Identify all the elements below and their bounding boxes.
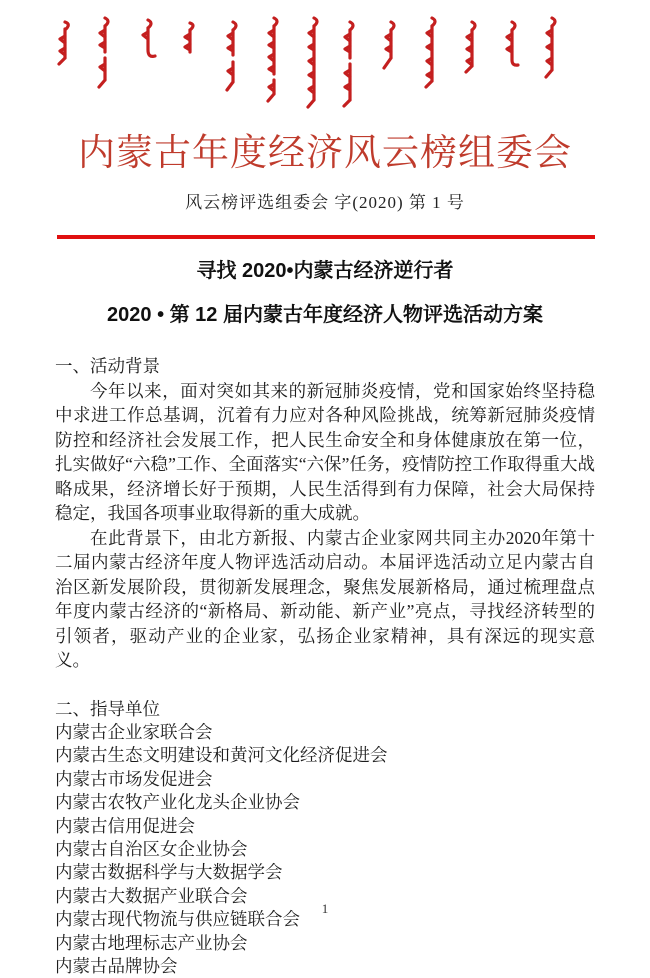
mongolian-word — [507, 22, 518, 65]
list-item: 内蒙古现代物流与供应链联合会 — [55, 909, 300, 930]
doc-title-line1: 寻找 2020•内蒙古经济逆行者 — [196, 260, 454, 282]
mongolian-word — [308, 18, 317, 107]
section1-paragraph-1: 今年以来，面对突如其来的新冠肺炎疫情，党和国家始终坚持稳中求进工作总基调，沉着有力应对各种风险挑战，统筹新冠肺炎疫情防控和经济社会发展工作，把人民生命安全和身体健康放在第一位，扎实做好“六稳”工作、全面落实“六保”任务，疫情防控工作取得重大战略成果，经济增长好于预期，人民生活得到有力保障，社会大局保持稳定，我国各项事业取得新的重大成就。 — [55, 380, 595, 523]
mongolian-word — [59, 22, 68, 64]
document-body — [0, 327, 650, 978]
doc-title-line2: 2020 • 第 12 届内蒙古年度经济人物评选活动方案 — [107, 304, 543, 326]
section2-heading: 二、指导单位 — [55, 698, 160, 719]
list-item: 内蒙古生态文明建设和黄河文化经济促进会 — [55, 745, 388, 766]
page-number: 1 — [321, 901, 329, 916]
doc-number: 风云榜评选组委会 字(2020) 第 1 号 — [185, 193, 465, 212]
mongolian-word — [466, 22, 475, 72]
mongolian-word — [185, 23, 193, 52]
mongolian-word — [546, 18, 555, 77]
section1-paragraph-2: 在此背景下，由北方新报、内蒙古企业家网共同主办2020年第十二届内蒙古经济年度人物评选活动启动。本届评选活动立足内蒙古自治区新发展阶段，贯彻新发展理念，聚焦发展新格局，通过梳理盘点年度内蒙古经济的“新格局、新动能、新产业”亮点，寻找经济转型的引领者，驱动产业的企业家，弘扬企业家精神，具有深远的现实意义。 — [55, 527, 595, 670]
list-item: 内蒙古地理标志产业协会 — [55, 932, 248, 953]
mongolian-word — [99, 18, 108, 87]
list-item: 内蒙古企业家联合会 — [55, 722, 213, 742]
mongolian-word — [344, 22, 353, 106]
org-title: 内蒙古年度经济风云榜组委会 — [78, 133, 572, 174]
mongolian-script-banner — [0, 0, 650, 112]
mongolian-word — [268, 18, 277, 101]
guiding-units-list — [55, 721, 595, 978]
list-item: 内蒙古大数据产业联合会 — [55, 885, 248, 906]
mongolian-word — [384, 22, 394, 68]
section1-heading: 一、活动背景 — [55, 356, 160, 376]
list-item: 内蒙古品牌协会 — [55, 956, 178, 977]
red-divider-rule — [57, 235, 595, 239]
list-item: 内蒙古自治区女企业协会 — [55, 839, 248, 860]
mongolian-word — [143, 20, 155, 56]
list-item: 内蒙古市场发促进会 — [55, 768, 213, 789]
list-item: 内蒙古信用促进会 — [55, 815, 195, 836]
list-item: 内蒙古农牧产业化龙头企业协会 — [55, 792, 300, 813]
list-item: 内蒙古数据科学与大数据学会 — [55, 862, 283, 883]
mongolian-word — [227, 22, 236, 90]
mongolian-word — [426, 18, 435, 87]
